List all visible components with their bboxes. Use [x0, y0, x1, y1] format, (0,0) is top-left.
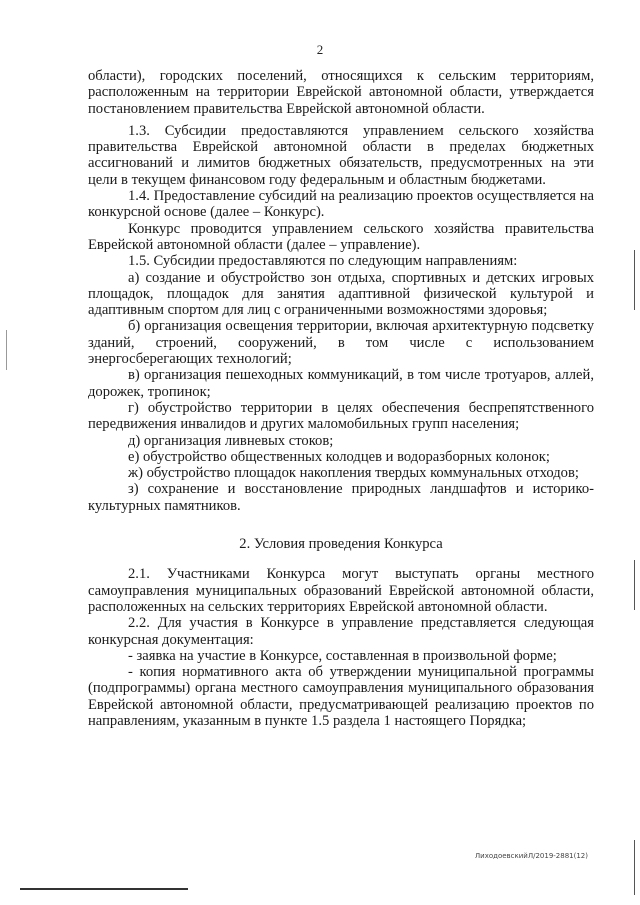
- page-number: 2: [316, 42, 324, 57]
- list-item: г) обустройство территории в целях обеспечения беспрепятственного передвижения инвалидов и других маломобильных групп населения;: [88, 399, 594, 433]
- scan-edge-mark: [634, 560, 635, 610]
- list-item: а) создание и обустройство зон отдыха, спортивных и детских игровых площадок, площадок для занятия адаптивной физической культурой и адаптивным спортом для лиц с ограниченными возможностями здоровья;: [88, 269, 594, 319]
- paragraph: 1.4. Предоставление субсидий на реализацию проектов осуществляется на конкурсной основе (далее – Конкурс).: [88, 188, 594, 221]
- paragraph: 2.2. Для участия в Конкурсе в управление представляется следующая конкурсная документация:: [88, 615, 594, 648]
- paragraph: 1.3. Субсидии предоставляются управлением сельского хозяйства правительства Еврейской автономной области в пределах бюджетных ассигнований и лимитов бюджетных обязательств, предусмотренных на эти цели в текущем финансовом году федеральным и областным бюджетами.: [88, 122, 594, 188]
- bottom-rule: [20, 888, 188, 890]
- list-item: б) организация освещения территории, включая архитектурную подсветку зданий, строений, сооружений, в том числе с использованием энергосберегающих технологий;: [88, 318, 594, 368]
- paragraph: Конкурс проводится управлением сельского хозяйства правительства Еврейской автономной области (далее – управление).: [88, 220, 594, 253]
- list-item: - копия нормативного акта об утверждении муниципальной программы (подпрограммы) органа местного самоуправления муниципального образования Еврейской автономной области, предусматривающей реализацию проектов по направлениям, указанным в пункте 1.5 раздела 1 настоящего Порядка;: [88, 664, 594, 729]
- scan-edge-mark: [634, 250, 635, 310]
- paragraph: 1.5. Субсидии предоставляются по следующим направлениям:: [128, 253, 518, 270]
- list-item: з) сохранение и восстановление природных ландшафтов и историко-культурных памятников.: [88, 481, 594, 514]
- list-item: - заявка на участие в Конкурсе, составленная в произвольной форме;: [128, 647, 557, 664]
- section-heading: 2. Условия проведения Конкурса: [239, 536, 443, 553]
- paragraph: 2.1. Участниками Конкурса могут выступать органы местного самоуправления муниципальных образований Еврейской автономной области, расположенных на сельских территориях Еврейской автономной области.: [88, 566, 594, 615]
- list-item: е) обустройство общественных колодцев и водоразборных колонок;: [128, 448, 550, 465]
- footer-code: ЛиходоевскийЛ/2019-2881(12): [474, 852, 588, 860]
- list-item: в) организация пешеходных коммуникаций, в том числе тротуаров, аллей, дорожек, тропинок;: [88, 367, 594, 400]
- document-body: [88, 68, 594, 729]
- list-item: ж) обустройство площадок накопления твердых коммунальных отходов;: [128, 465, 579, 482]
- list-item: д) организация ливневых стоков;: [128, 432, 334, 449]
- scan-edge-mark: [634, 840, 635, 895]
- scan-edge-mark: [6, 330, 7, 370]
- paragraph: области), городских поселений, относящихся к сельским территориям, расположенным на территории Еврейской автономной области, утверждается постановлением правительства Еврейской автономной области.: [88, 68, 594, 117]
